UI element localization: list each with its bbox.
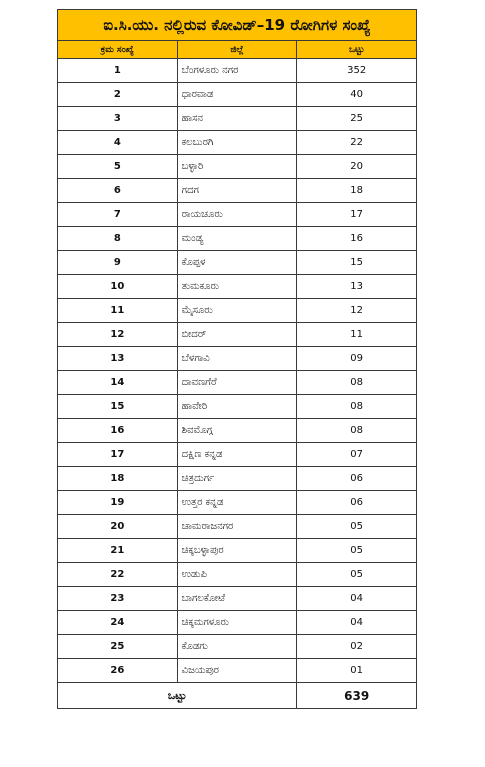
district-cell: ಚಿಕ್ಕಮಗಳೂರು bbox=[177, 611, 297, 635]
serial-cell: 25 bbox=[58, 635, 178, 659]
serial-cell: 4 bbox=[58, 131, 178, 155]
table-row bbox=[58, 491, 417, 515]
table-row bbox=[58, 347, 417, 371]
serial-cell: 11 bbox=[58, 299, 178, 323]
serial-cell: 15 bbox=[58, 395, 178, 419]
count-cell: 06 bbox=[297, 467, 417, 491]
table-row bbox=[58, 635, 417, 659]
district-cell: ಹಾವೇರಿ bbox=[177, 395, 297, 419]
district-cell: ಮೈಸೂರು bbox=[177, 299, 297, 323]
count-cell: 04 bbox=[297, 587, 417, 611]
count-cell: 20 bbox=[297, 155, 417, 179]
table-row bbox=[58, 659, 417, 683]
district-cell: ಶಿವಮೊಗ್ಗ bbox=[177, 419, 297, 443]
district-cell: ತುಮಕೂರು bbox=[177, 275, 297, 299]
serial-cell: 18 bbox=[58, 467, 178, 491]
count-cell: 01 bbox=[297, 659, 417, 683]
table-row bbox=[58, 107, 417, 131]
table-row bbox=[58, 395, 417, 419]
serial-cell: 16 bbox=[58, 419, 178, 443]
district-cell: ಧಾರವಾಡ bbox=[177, 83, 297, 107]
count-cell: 08 bbox=[297, 395, 417, 419]
count-cell: 22 bbox=[297, 131, 417, 155]
table-row bbox=[58, 83, 417, 107]
table-row bbox=[58, 227, 417, 251]
district-cell: ಬಳ್ಳಾರಿ bbox=[177, 155, 297, 179]
count-cell: 12 bbox=[297, 299, 417, 323]
total-row bbox=[58, 683, 417, 709]
serial-cell: 7 bbox=[58, 203, 178, 227]
count-cell: 13 bbox=[297, 275, 417, 299]
district-cell: ಚಿತ್ರದುರ್ಗ bbox=[177, 467, 297, 491]
table-row bbox=[58, 371, 417, 395]
district-cell: ದಕ್ಷಿಣ ಕನ್ನಡ bbox=[177, 443, 297, 467]
count-cell: 06 bbox=[297, 491, 417, 515]
count-cell: 05 bbox=[297, 515, 417, 539]
total-value: 639 bbox=[297, 683, 417, 709]
serial-cell: 1 bbox=[58, 59, 178, 83]
count-cell: 40 bbox=[297, 83, 417, 107]
table-row bbox=[58, 323, 417, 347]
column-header-row bbox=[58, 41, 417, 59]
total-label: ಒಟ್ಟು bbox=[58, 683, 297, 709]
district-cell: ಉತ್ತರ ಕನ್ನಡ bbox=[177, 491, 297, 515]
icu-covid-table-sheet bbox=[57, 9, 417, 709]
table-row bbox=[58, 299, 417, 323]
serial-cell: 24 bbox=[58, 611, 178, 635]
district-cell: ಕೊಪ್ಪಳ bbox=[177, 251, 297, 275]
count-cell: 15 bbox=[297, 251, 417, 275]
column-header-district: ಜಿಲ್ಲೆ bbox=[177, 41, 297, 59]
district-cell: ಬೆಂಗಳೂರು ನಗರ bbox=[177, 59, 297, 83]
count-cell: 11 bbox=[297, 323, 417, 347]
table-title: ಐ.ಸಿ.ಯು. ನಲ್ಲಿರುವ ಕೋವಿಡ್–19 ರೋಗಿಗಳ ಸಂಖ್ಯೆ bbox=[58, 10, 417, 41]
count-cell: 04 bbox=[297, 611, 417, 635]
serial-cell: 23 bbox=[58, 587, 178, 611]
table-row bbox=[58, 611, 417, 635]
district-cell: ಚಿಕ್ಕಬಳ್ಳಾಪುರ bbox=[177, 539, 297, 563]
serial-cell: 13 bbox=[58, 347, 178, 371]
serial-cell: 2 bbox=[58, 83, 178, 107]
serial-cell: 19 bbox=[58, 491, 178, 515]
district-cell: ಮಂಡ್ಯ bbox=[177, 227, 297, 251]
serial-cell: 6 bbox=[58, 179, 178, 203]
table-row bbox=[58, 203, 417, 227]
serial-cell: 12 bbox=[58, 323, 178, 347]
serial-cell: 5 bbox=[58, 155, 178, 179]
table-row bbox=[58, 419, 417, 443]
district-cell: ಗದಗ bbox=[177, 179, 297, 203]
count-cell: 16 bbox=[297, 227, 417, 251]
district-cell: ವಿಜಯಪುರ bbox=[177, 659, 297, 683]
count-cell: 08 bbox=[297, 371, 417, 395]
district-cell: ಕೊಡಗು bbox=[177, 635, 297, 659]
count-cell: 09 bbox=[297, 347, 417, 371]
district-cell: ಬೀದರ್ bbox=[177, 323, 297, 347]
district-cell: ಬೆಳಗಾವಿ bbox=[177, 347, 297, 371]
serial-cell: 22 bbox=[58, 563, 178, 587]
table-row bbox=[58, 467, 417, 491]
count-cell: 17 bbox=[297, 203, 417, 227]
table-row bbox=[58, 131, 417, 155]
serial-cell: 14 bbox=[58, 371, 178, 395]
table-row bbox=[58, 155, 417, 179]
serial-cell: 21 bbox=[58, 539, 178, 563]
column-header-serial: ಕ್ರಮ ಸಂಖ್ಯೆ bbox=[58, 41, 178, 59]
count-cell: 02 bbox=[297, 635, 417, 659]
count-cell: 07 bbox=[297, 443, 417, 467]
table-row bbox=[58, 179, 417, 203]
district-cell: ಚಾಮರಾಜನಗರ bbox=[177, 515, 297, 539]
table-row bbox=[58, 443, 417, 467]
serial-cell: 3 bbox=[58, 107, 178, 131]
district-cell: ಕಲಬುರಗಿ bbox=[177, 131, 297, 155]
serial-cell: 17 bbox=[58, 443, 178, 467]
table-row bbox=[58, 539, 417, 563]
serial-cell: 26 bbox=[58, 659, 178, 683]
table-row bbox=[58, 587, 417, 611]
district-cell: ದಾವಣಗೆರೆ bbox=[177, 371, 297, 395]
count-cell: 25 bbox=[297, 107, 417, 131]
table-row bbox=[58, 515, 417, 539]
district-cell: ಹಾಸನ bbox=[177, 107, 297, 131]
table-row bbox=[58, 563, 417, 587]
count-cell: 18 bbox=[297, 179, 417, 203]
count-cell: 352 bbox=[297, 59, 417, 83]
column-header-total: ಒಟ್ಟು bbox=[297, 41, 417, 59]
serial-cell: 9 bbox=[58, 251, 178, 275]
serial-cell: 10 bbox=[58, 275, 178, 299]
district-cell: ಬಾಗಲಕೋಟೆ bbox=[177, 587, 297, 611]
icu-covid-table bbox=[57, 9, 417, 709]
count-cell: 05 bbox=[297, 539, 417, 563]
table-row bbox=[58, 275, 417, 299]
count-cell: 05 bbox=[297, 563, 417, 587]
district-cell: ರಾಯಚೂರು bbox=[177, 203, 297, 227]
district-cell: ಉಡುಪಿ bbox=[177, 563, 297, 587]
serial-cell: 8 bbox=[58, 227, 178, 251]
table-row bbox=[58, 59, 417, 83]
table-row bbox=[58, 251, 417, 275]
count-cell: 08 bbox=[297, 419, 417, 443]
serial-cell: 20 bbox=[58, 515, 178, 539]
